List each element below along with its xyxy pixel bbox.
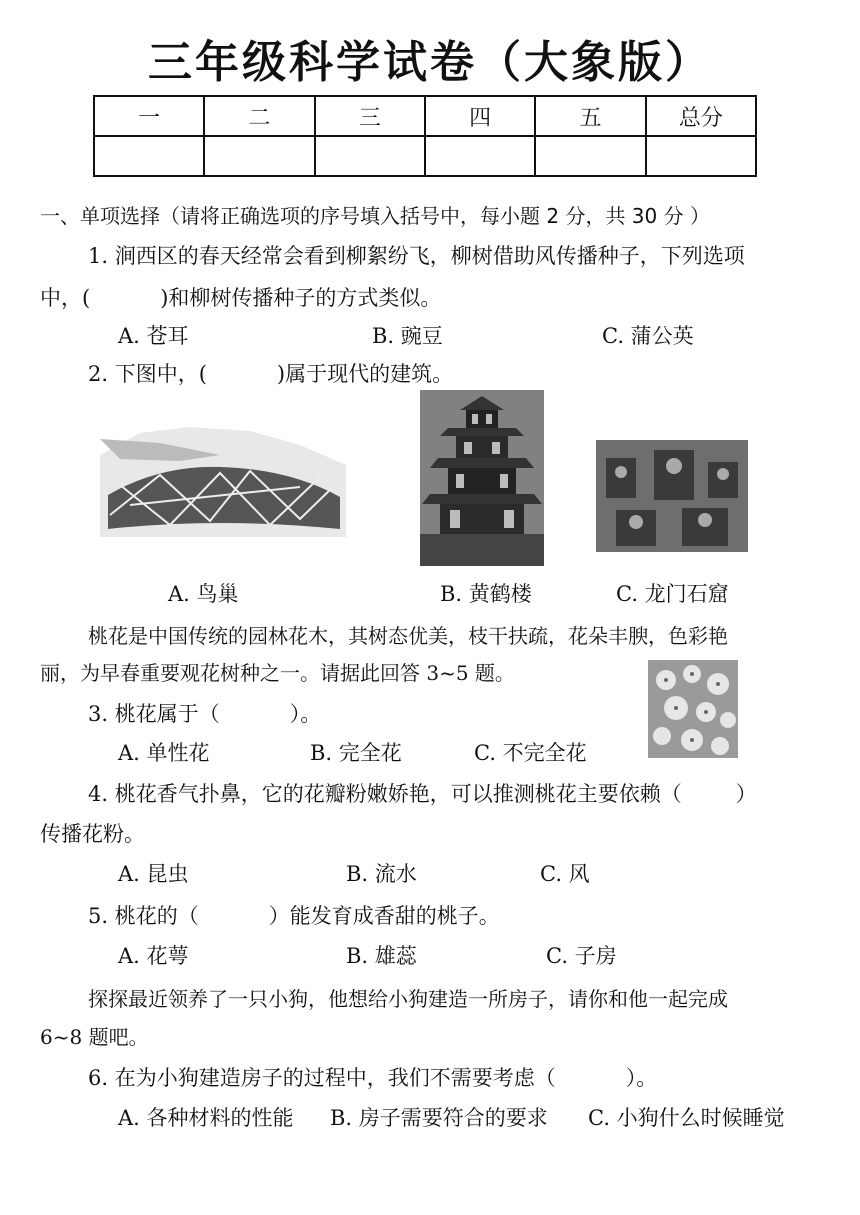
question-6-stem xyxy=(88,1062,657,1092)
q2-caption-b: B. 黄鹤楼 xyxy=(440,582,532,606)
score-input-cell[interactable] xyxy=(646,136,756,176)
question-2-suffix: )属于现代的建筑。 xyxy=(276,362,454,386)
yellow-crane-tower-image xyxy=(420,390,544,566)
question-1-prefix: 中，( xyxy=(40,286,91,310)
q2-caption-c: C. 龙门石窟 xyxy=(616,582,729,606)
q6-option-b: B. 房子需要符合的要求 xyxy=(330,1106,548,1130)
question-6-prefix: 6. 在为小狗建造房子的过程中，我们不需要考虑（ xyxy=(88,1066,556,1090)
score-header-cell: 五 xyxy=(535,96,645,136)
passage-2-line-2: 6~8 题吧。 xyxy=(40,1025,149,1049)
q3-option-c: C. 不完全花 xyxy=(474,741,587,765)
page-title: 三年级科学试卷（大象版） xyxy=(148,37,712,88)
q1-option-a: A. 苍耳 xyxy=(118,324,189,348)
passage-1-line-1: 桃花是中国传统的园林花木，其树态优美，枝干扶疏，花朵丰腴，色彩艳 xyxy=(88,624,728,648)
q4-option-b: B. 流水 xyxy=(346,862,417,886)
q5-option-b: B. 雄蕊 xyxy=(346,944,417,968)
score-table xyxy=(93,95,757,177)
q5-option-c: C. 子房 xyxy=(546,944,617,968)
question-1-line-1: 1. 涧西区的春天经常会看到柳絮纷飞，柳树借助风传播种子，下列选项 xyxy=(88,244,745,268)
q3-option-b: B. 完全花 xyxy=(310,741,402,765)
passage-2-line-1: 探探最近领养了一只小狗，他想给小狗建造一所房子，请你和他一起完成 xyxy=(88,987,728,1011)
question-4-prefix: 4. 桃花香气扑鼻，它的花瓣粉嫩娇艳，可以推测桃花主要依赖（ xyxy=(88,782,682,806)
q1-option-b: B. 豌豆 xyxy=(372,324,443,348)
question-6-suffix: ）。 xyxy=(625,1066,658,1090)
q5-option-a: A. 花萼 xyxy=(118,944,189,968)
q1-option-c: C. 蒲公英 xyxy=(602,324,694,348)
question-5-suffix: ）能发育成香甜的桃子。 xyxy=(268,904,500,928)
question-5-stem xyxy=(88,900,500,930)
question-5-prefix: 5. 桃花的（ xyxy=(88,904,199,928)
score-table-input-row xyxy=(94,136,756,176)
section-heading: 一、单项选择（请将正确选项的序号填入括号中，每小题 2 分，共 30 分 ） xyxy=(40,204,710,228)
question-4-line-1 xyxy=(88,778,757,808)
score-input-cell[interactable] xyxy=(94,136,204,176)
score-input-cell[interactable] xyxy=(425,136,535,176)
longmen-grottoes-image xyxy=(596,440,748,552)
question-2-prefix: 2. 下图中，( xyxy=(88,362,207,386)
question-1-line-2 xyxy=(40,282,441,312)
peach-blossom-image xyxy=(648,660,738,758)
birds-nest-image xyxy=(100,425,346,537)
question-4-suffix: ） xyxy=(735,782,757,806)
score-header-cell: 一 xyxy=(94,96,204,136)
passage-1-line-2: 丽，为早春重要观花树种之一。请据此回答 3~5 题。 xyxy=(40,661,515,685)
question-3-stem xyxy=(88,698,321,728)
score-input-cell[interactable] xyxy=(315,136,425,176)
score-header-cell: 三 xyxy=(315,96,425,136)
score-input-cell[interactable] xyxy=(535,136,645,176)
score-header-cell: 总分 xyxy=(646,96,756,136)
question-4-line-2: 传播花粉。 xyxy=(40,822,145,846)
score-header-cell: 二 xyxy=(204,96,314,136)
score-input-cell[interactable] xyxy=(204,136,314,176)
q6-option-a: A. 各种材料的性能 xyxy=(118,1106,294,1130)
q3-option-a: A. 单性花 xyxy=(118,741,210,765)
q4-option-c: C. 风 xyxy=(540,862,590,886)
q6-option-c: C. 小狗什么时候睡觉 xyxy=(588,1106,785,1130)
q4-option-a: A. 昆虫 xyxy=(118,862,189,886)
question-3-prefix: 3. 桃花属于（ xyxy=(88,702,220,726)
question-2-stem xyxy=(88,358,453,388)
score-table-header-row xyxy=(94,96,756,136)
question-1-suffix: )和柳树传播种子的方式类似。 xyxy=(160,286,442,310)
question-3-suffix: ）。 xyxy=(289,702,322,726)
score-header-cell: 四 xyxy=(425,96,535,136)
q2-caption-a: A. 鸟巢 xyxy=(168,582,239,606)
